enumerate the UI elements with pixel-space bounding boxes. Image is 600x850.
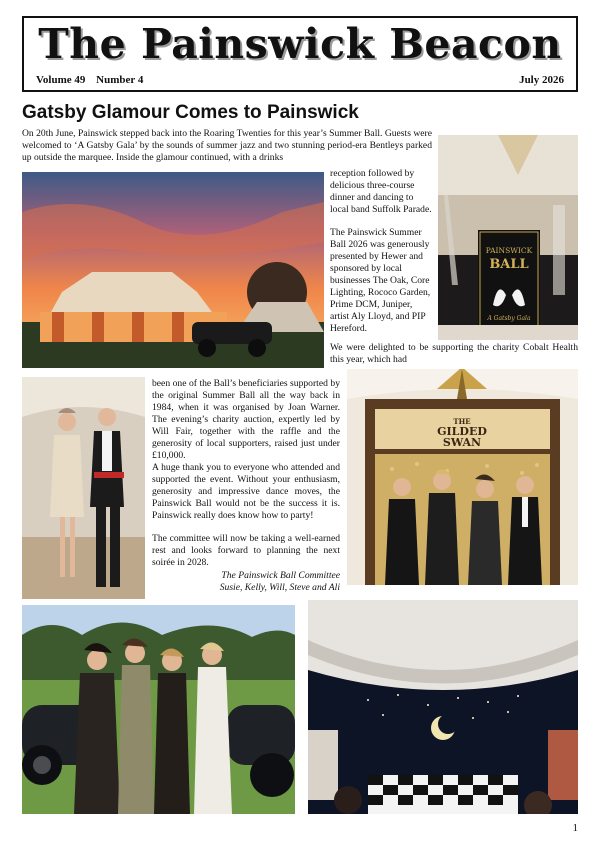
sign-the: THE: [453, 417, 471, 426]
sign-swan: SWAN: [442, 436, 482, 449]
reception-paragraph: reception followed by delicious three-course dinner and dancing to local band Suffolk Parade.: [330, 168, 432, 215]
signoff-names: Susie, Kelly, Will, Steve and Ali: [219, 582, 340, 593]
closing-paragraph: The committee will now be taking a well-earned rest and looks forward to planning the next soirée in 2028.: [152, 533, 340, 568]
guests-vintage-car-photo: [22, 605, 295, 814]
charity-paragraph-start: We were delighted to be supporting the charity Cobalt Health this year, which had: [330, 342, 578, 365]
sign-gilded: GILDED: [437, 425, 487, 438]
menu-card-ball: BALL: [489, 257, 529, 272]
page-number: 1: [572, 822, 578, 834]
issue-date: July 2026: [519, 74, 564, 86]
table-menu-photo: [438, 135, 578, 340]
article-headline: Gatsby Glamour Comes to Painswick: [22, 102, 359, 123]
number-label: Number 4: [96, 74, 144, 86]
signoff-committee: The Painswick Ball Committee: [221, 570, 340, 581]
signoff: [150, 570, 340, 594]
thanks-paragraph: A huge thank you to everyone who attended and supported the event. Without your enthusiasm, generosity and impressive dance moves, the Painswick Ball would not be the success it is. Painswick really does know how to party!: [152, 462, 340, 521]
gilded-swan-group-photo: [347, 369, 578, 585]
menu-card-subtitle: A Gatsby Gala: [487, 315, 531, 322]
menu-card-title: PAINSWICK: [485, 246, 533, 255]
charity-paragraph-cont: been one of the Ball’s beneficiaries supported by the original Summer Ball all the way back in 1984, when it was organised by Joan Warner. The evening’s charity auction, expertly led by Will Fair, together with the raffle and the generosity of local supporters, raised just under £10,000.: [152, 378, 340, 461]
intro-paragraph: On 20th June, Painswick stepped back into the Roaring Twenties for this year’s Summer Ball. Guests were welcomed to ‘A Gatsby Gala’ by the sounds of summer jazz and two stunning period-era Bentleys parked up outside the marquee. Inside the glamour continued, with a drinks: [22, 128, 432, 163]
sponsors-paragraph: The Painswick Summer Ball 2026 was generously presented by Hewer and sponsored by local businesses The Oak, Core Lighting, Rococo Garden, Prime DCM, Juniper, artist Aly Lloyd, and PIP Hereford.: [330, 227, 431, 334]
newsletter-title: The Painswick Beacon: [38, 20, 562, 68]
marquee-dancefloor-photo: [308, 600, 578, 814]
masthead: [22, 16, 578, 92]
marquee-sunset-photo: [22, 172, 324, 368]
issue-info: [36, 74, 564, 86]
volume-label: Volume 49: [36, 74, 86, 86]
couple-costume-photo: [22, 377, 145, 599]
